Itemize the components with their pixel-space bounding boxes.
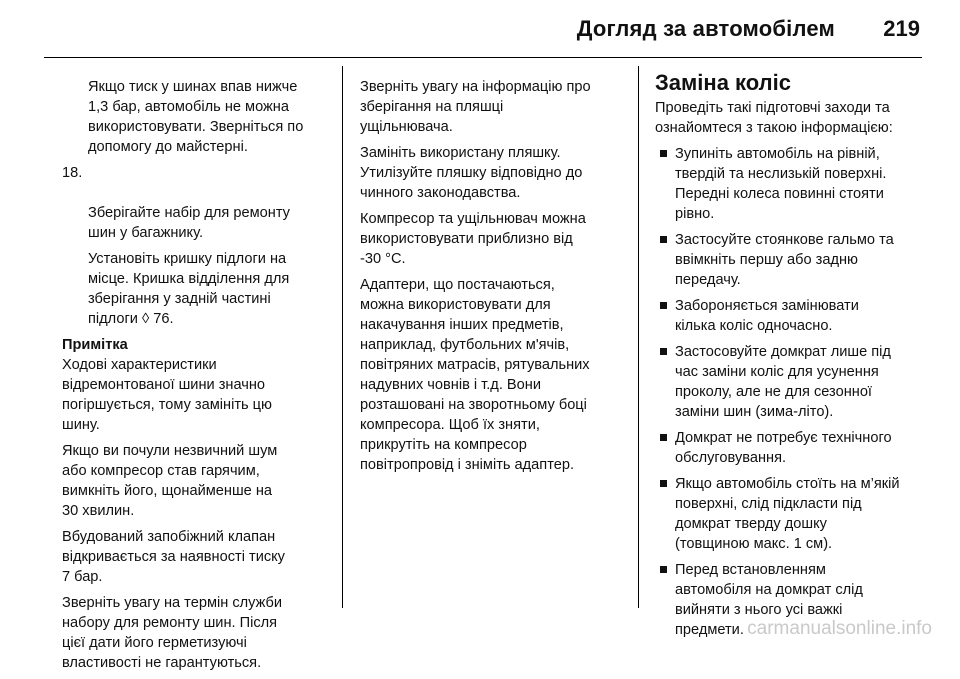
- paragraph-noise: Якщо ви почули незвичний шум або компресор став гарячим, вимкніть його, щонайменше на 30 хвилин.: [62, 443, 278, 519]
- list-item-subparagraph: Установіть кришку підлоги на місце. Кришка відділення для зберігання у задній частині підлоги ◊ 76.: [88, 251, 290, 327]
- continuation-paragraph: Якщо тиск у шинах впав нижче 1,3 бар, автомобіль не можна використовувати. Зверніться по допомогу до майстерні.: [88, 79, 304, 155]
- column-left: [62, 77, 332, 679]
- bullet-square-icon: [660, 302, 667, 309]
- bullet-list: [655, 144, 927, 640]
- header-divider: [44, 57, 922, 58]
- column-divider-right: [638, 66, 639, 608]
- list-item-text: Зберігайте набір для ремонту шин у багажнику.: [88, 205, 290, 241]
- section-intro: Проведіть такі підготовчі заходи та ознайомтеся з такою інформацією:: [655, 100, 893, 136]
- column-divider-left: [342, 66, 343, 608]
- bullet-square-icon: [660, 150, 667, 157]
- watermark: carmanualsonline.info: [747, 618, 932, 639]
- bullet-item: Якщо автомобіль стоїть на м’якій поверхні, слід підкласти під домкрат тверду дошку (товщиною макс. 1 см).: [655, 474, 927, 554]
- page-header: [0, 0, 960, 58]
- bullet-square-icon: [660, 236, 667, 243]
- bullet-square-icon: [660, 348, 667, 355]
- note-text: Ходові характеристики відремонтованої шини значно погіршується, тому замініть цю шину.: [62, 357, 272, 433]
- bullet-square-icon: [660, 434, 667, 441]
- bullet-item: Перед встановленням автомобіля на домкрат слід вийняти з нього усі важкі предмети.: [655, 560, 927, 640]
- page-title: Догляд за автомобілем: [576, 16, 835, 41]
- bullet-item: Домкрат не потребує технічного обслуговування.: [655, 428, 927, 468]
- bullet-square-icon: [660, 480, 667, 487]
- note-block: [62, 335, 332, 673]
- page-number: 219: [883, 16, 920, 41]
- paragraph-valve: Вбудований запобіжний клапан відкривається за наявності тиску 7 бар.: [62, 529, 285, 585]
- bullet-item: Застосовуйте домкрат лише під час заміни коліс для усунення проколу, але не для сезонної заміни шин (зима-літо).: [655, 342, 927, 422]
- column-middle: [360, 77, 630, 481]
- list-item-number: 18.: [62, 165, 83, 181]
- paragraph-adapters: Адаптери, що постачаються, можна використовувати для накачування інших предметів, наприклад, футбольних м'ячів, повітряних матрасів, рятувальних надувних човнів і т.д. Вони розташовані на зворотньому боці компресора. Щоб їх зняти, прикрутіть на компресор повітропровід і зніміть адаптер.: [360, 277, 590, 473]
- bullet-item: Забороняється замінювати кілька коліс одночасно.: [655, 296, 927, 336]
- paragraph-expiry: Зверніть увагу на термін служби набору для ремонту шин. Після цієї дати його герметизуючі властивості не гарантуються.: [62, 595, 283, 671]
- paragraph-replace-bottle: Замініть використану пляшку. Утилізуйте пляшку відповідно до чинного законодавства.: [360, 145, 583, 201]
- paragraph-temperature: Компресор та ущільнювач можна використовувати приблизно від -30 °C.: [360, 211, 586, 267]
- paragraph-storage: Зверніть увагу на інформацію про зберігання на пляшці ущільнювача.: [360, 79, 591, 135]
- section-title: Заміна коліс: [655, 70, 791, 95]
- column-right: [655, 70, 927, 646]
- bullet-item: Застосуйте стоянкове гальмо та ввімкніть першу або задню передачу.: [655, 230, 927, 290]
- bullet-square-icon: [660, 566, 667, 573]
- bullet-item: Зупиніть автомобіль на рівній, твердій та неслизькій поверхні. Передні колеса повинні стояти рівно.: [655, 144, 927, 224]
- note-title: Примітка: [62, 337, 128, 353]
- list-item-18: [62, 163, 332, 329]
